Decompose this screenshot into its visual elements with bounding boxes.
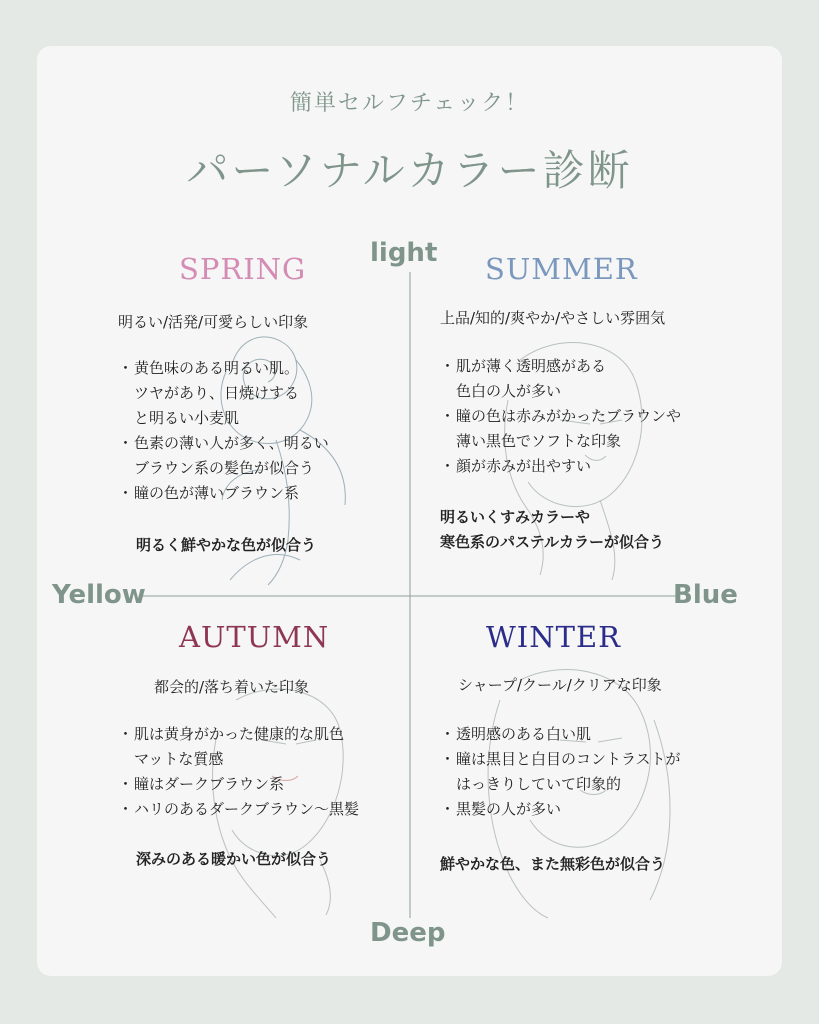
bullet-dot: ・ (440, 750, 456, 768)
impression-winter: シャープ/クール/クリアな印象 (458, 676, 662, 694)
trait-text: 瞳は黒目と白目のコントラストが はっきりしていて印象的 (456, 750, 681, 793)
season-title-winter: WINTER (486, 620, 621, 654)
trait-item (118, 481, 329, 506)
bullet-dot: ・ (118, 434, 134, 452)
bullet-dot: ・ (118, 359, 134, 377)
trait-text: ハリのあるダークブラウン〜黒髪 (134, 800, 360, 818)
trait-item (440, 722, 681, 747)
page-title: パーソナルカラー診断 (186, 146, 633, 195)
trait-text: 瞳はダークブラウン系 (134, 775, 285, 793)
trait-text: 瞳の色は赤みがかったブラウンや 薄い黒色でソフトな印象 (456, 407, 682, 450)
trait-item (118, 356, 329, 431)
trait-item (118, 797, 359, 822)
trait-item (118, 722, 359, 772)
impression-spring: 明るい/活発/可愛らしい印象 (118, 313, 309, 331)
conclusion-spring: 明るく鮮やかな色が似合う (136, 536, 317, 554)
traits-list-autumn (118, 722, 359, 822)
trait-item (440, 354, 681, 404)
trait-text: 黄色味のある明るい肌。 ツヤがあり、日焼けする と明るい小麦肌 (134, 359, 300, 427)
axis-label-light: light (370, 238, 438, 268)
bullet-dot: ・ (440, 357, 456, 375)
trait-item (440, 747, 681, 797)
axis-label-deep: Deep (370, 918, 446, 948)
bullet-dot: ・ (440, 800, 456, 818)
trait-item (118, 431, 329, 481)
conclusion-summer: 明るいくすみカラーや 寒色系のパステルカラーが似合う (440, 508, 664, 551)
bullet-dot: ・ (440, 457, 456, 475)
impression-autumn: 都会的/落ち着いた印象 (154, 678, 310, 696)
bullet-dot: ・ (440, 407, 456, 425)
bullet-dot: ・ (118, 484, 134, 502)
trait-item (440, 404, 681, 454)
bullet-dot: ・ (118, 775, 134, 793)
conclusion-autumn: 深みのある暖かい色が似合う (136, 850, 332, 868)
impression-summer: 上品/知的/爽やか/やさしい雰囲気 (440, 309, 666, 327)
trait-text: 肌は黄身がかった健康的な肌色 マットな質感 (134, 725, 345, 768)
bullet-dot: ・ (440, 725, 456, 743)
trait-text: 透明感のある白い肌 (456, 725, 592, 743)
traits-list-summer (440, 354, 681, 479)
season-title-summer: SUMMER (485, 252, 638, 286)
trait-text: 顔が赤みが出やすい (456, 457, 592, 475)
trait-text: 瞳の色が薄いブラウン系 (134, 484, 300, 502)
trait-item (118, 772, 359, 797)
axis-label-yellow: Yellow (52, 580, 146, 610)
season-title-spring: SPRING (179, 252, 307, 286)
season-title-autumn: AUTUMN (179, 620, 330, 654)
bullet-dot: ・ (118, 725, 134, 743)
trait-text: 黒髪の人が多い (456, 800, 562, 818)
header-subtitle: 簡単セルフチェック！ (289, 91, 530, 116)
traits-list-spring (118, 356, 329, 506)
trait-item (440, 454, 681, 479)
trait-item (440, 797, 681, 822)
bullet-dot: ・ (118, 800, 134, 818)
trait-text: 肌が薄く透明感がある 色白の人が多い (456, 357, 607, 400)
trait-text: 色素の薄い人が多く、明るい ブラウン系の髪色が似合う (134, 434, 329, 477)
conclusion-winter: 鮮やかな色、また無彩色が似合う (440, 855, 666, 873)
axis-label-blue: Blue (673, 580, 738, 610)
traits-list-winter (440, 722, 681, 822)
